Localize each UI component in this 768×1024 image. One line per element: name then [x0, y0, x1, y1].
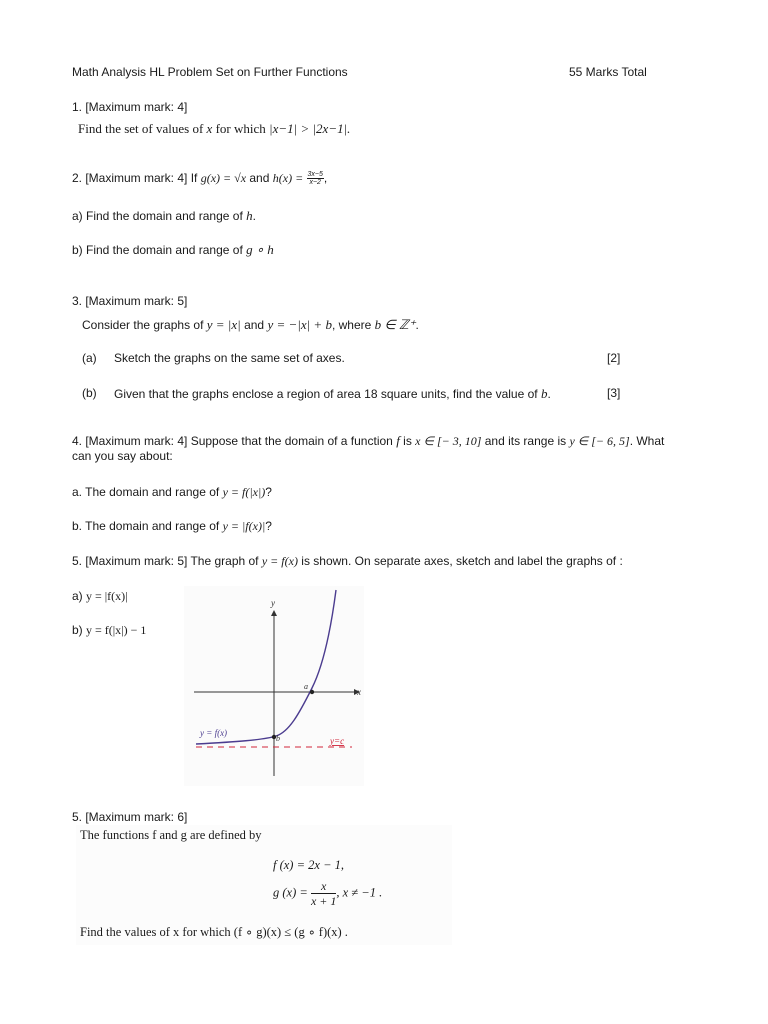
q4-part-a-expr: y = f(|x|) [222, 485, 266, 499]
q5-line [72, 554, 623, 569]
q3-eq1: y = |x| [206, 317, 241, 332]
q3-b-line [114, 386, 551, 402]
q3-b-end: . [547, 387, 551, 401]
q5-part-a-label: a) [72, 589, 83, 603]
q2-h-denominator: x−2 [309, 179, 321, 187]
q3-intro-text: Consider the graphs of [82, 318, 204, 332]
q3-a-text: Sketch the graphs on the same set of axes. [114, 351, 345, 365]
q6-heading: 5. [Maximum mark: 6] [72, 810, 188, 824]
q4-range: y ∈ [− 6, 5] [569, 434, 630, 448]
q5-part-a [72, 589, 128, 604]
q6-g-fraction [311, 879, 336, 908]
q4-line1 [72, 433, 664, 449]
q2-line [72, 171, 327, 186]
q4-part-b-expr: y = |f(x)| [222, 519, 266, 533]
q4-f: f [396, 433, 400, 448]
q1-problem [78, 121, 350, 137]
y-axis-arrow-icon [271, 610, 277, 616]
q2-part-a-var: h [246, 208, 253, 223]
q4-part-a-text: a. The domain and range of [72, 485, 220, 499]
q6-scanned-block [76, 825, 452, 945]
q3-a-label: (a) [82, 351, 97, 365]
q4-part-b [72, 519, 272, 534]
q3-where: , where [331, 318, 372, 332]
asymptote-label: y=c [330, 736, 345, 746]
q3-and: and [244, 318, 265, 332]
q2-part-a-text: a) Find the domain and range of [72, 209, 243, 223]
q6-g-definition [273, 879, 382, 908]
x-axis-label: x [357, 687, 361, 697]
q2-part-a-end: . [252, 209, 256, 223]
q2-comma: , [323, 171, 328, 185]
q3-intro [82, 317, 419, 333]
q3-heading: 3. [Maximum mark: 5] [72, 294, 188, 308]
q6-g-lhs: g (x) = [273, 885, 308, 900]
q3-b-marks: [3] [607, 386, 621, 400]
q5-graph [184, 586, 364, 786]
q6-intro: The functions f and g are defined by [80, 828, 262, 842]
q2-h-lhs: h(x) = [272, 171, 304, 185]
q2-part-b-text: b) Find the domain and range of [72, 243, 243, 257]
q2-and: and [249, 171, 270, 185]
page-title: Math Analysis HL Problem Set on Further Functions [72, 65, 348, 79]
q4-line2: can you say about: [72, 449, 173, 463]
q4-part-b-q: ? [265, 519, 272, 533]
q2-h-numerator: 3x−5 [307, 171, 323, 179]
q6-g-condition: , x ≠ −1 . [336, 885, 383, 900]
q6-g-denominator: x + 1 [310, 894, 337, 908]
q5-tail: is shown. On separate axes, sketch and label the graphs of : [301, 554, 623, 568]
q2-part-b-expr: g ∘ h [246, 242, 274, 257]
q4-is: is [403, 434, 412, 448]
q4-part-a [72, 485, 272, 500]
y-axis-label: y [271, 598, 275, 608]
q1-heading: 1. [Maximum mark: 4] [72, 100, 188, 114]
q5-heading: 5. [Maximum mark: 5] The graph of [72, 554, 259, 568]
q2-h-fraction [307, 171, 324, 186]
q3-b-label: (b) [82, 386, 97, 400]
q5-part-b-label: b) [72, 623, 83, 637]
curve-label: y = f(x) [200, 728, 228, 738]
q5-part-b [72, 623, 146, 638]
q4-part-b-text: b. The domain and range of [72, 519, 220, 533]
q1-text-a: Find the set of values of [78, 121, 204, 136]
q3-condition: b ∈ ℤ⁺ [374, 317, 416, 332]
point-b-label: b [276, 734, 280, 743]
q1-inequality: |x−1| > |2x−1|. [269, 121, 351, 136]
q3-b-var: b [540, 386, 548, 401]
q5-expr: y = f(x) [261, 554, 298, 568]
q4-part-a-q: ? [265, 485, 272, 499]
marks-total: 55 Marks Total [569, 65, 647, 79]
q4-domain: x ∈ [− 3, 10] [415, 434, 482, 448]
q2-part-b [72, 242, 274, 258]
q6-f-definition: f (x) = 2x − 1, [273, 858, 345, 872]
point-a-label: a [304, 682, 308, 691]
q4-heading: 4. [Maximum mark: 4] Suppose that the domain of a function [72, 434, 393, 448]
point-a-marker [310, 690, 314, 694]
q3-eq2: y = −|x| + b [267, 317, 332, 332]
q5-part-a-expr: y = |f(x)| [86, 589, 128, 603]
q6-g-numerator: x [311, 879, 336, 894]
q6-find: Find the values of x for which (f ∘ g)(x) ≤ (g ∘ f)(x) . [80, 925, 348, 939]
q3-a-marks: [2] [607, 351, 621, 365]
q2-g-definition: g(x) = √x [200, 171, 247, 185]
q2-part-a [72, 208, 256, 224]
q5-part-b-expr: y = f(|x|) − 1 [86, 623, 147, 637]
curve-y-f-x [196, 590, 336, 744]
q4-tail: . What [629, 434, 665, 448]
q3-b-text: Given that the graphs enclose a region of area 18 square units, find the value of [114, 387, 538, 401]
q4-range-text: and its range is [484, 434, 567, 448]
q1-text-b: for which [215, 121, 266, 136]
q5-graph-figure [184, 586, 364, 786]
q2-heading: 2. [Maximum mark: 4] If [72, 171, 198, 185]
q3-dot: . [415, 318, 419, 332]
q1-var: x [206, 121, 213, 136]
